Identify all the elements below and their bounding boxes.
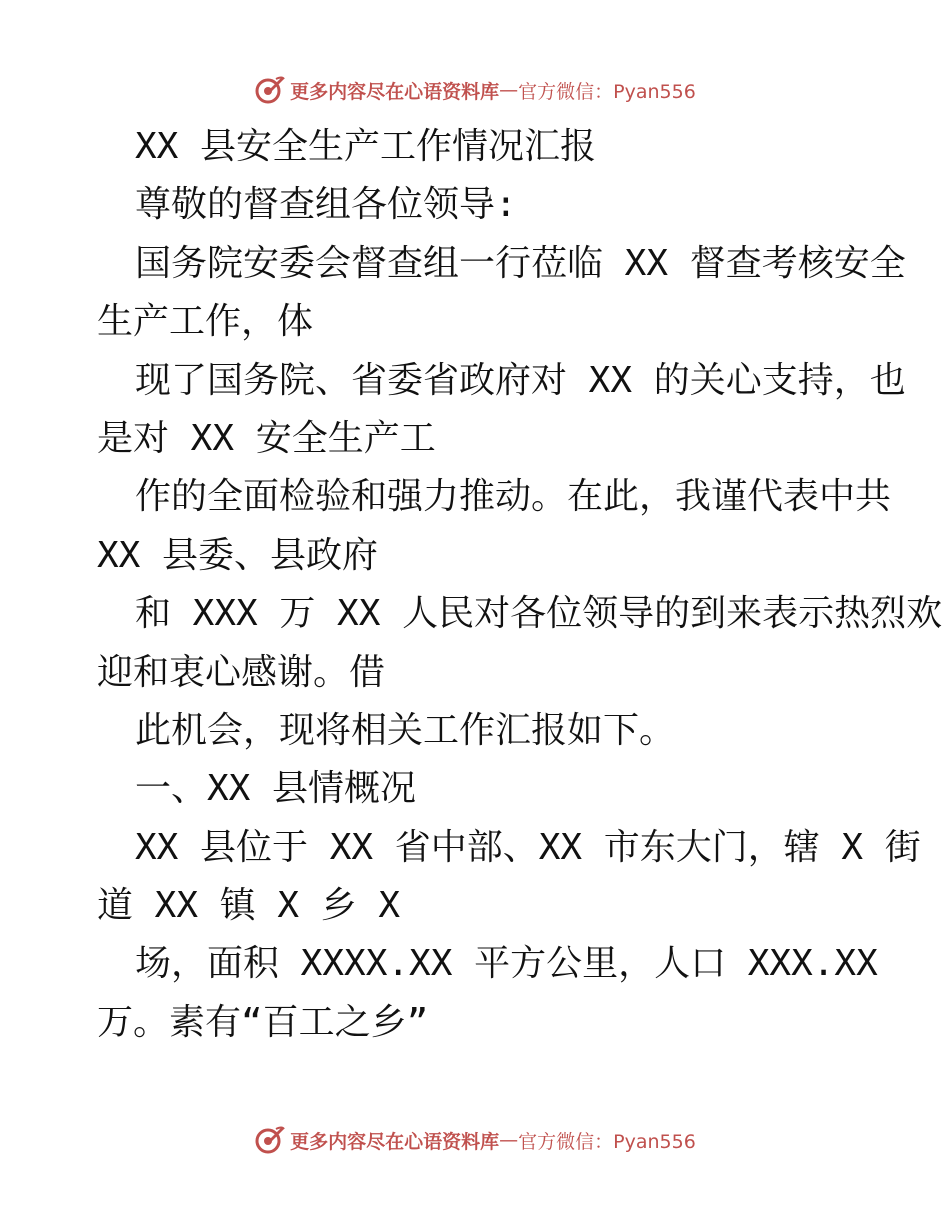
quill-logo-icon [254,74,286,106]
paragraph-line: 此机会，现将相关工作汇报如下。 [135,709,676,751]
paragraph-line: 作的全面检验和强力推动。在此，我谨代表中共 [135,476,892,518]
header-watermark [0,70,950,110]
watermark-site-text: 更多内容尽在心语资料库 [290,1130,500,1153]
paragraph-line: 现了国务院、省委省政府对 XX 的关心支持，也 [135,359,906,401]
paragraph-line: XX 县位于 XX 省中部、XX 市东大门，辖 X 街 [135,826,921,868]
document-body [97,118,943,1052]
paragraph-line: 和 XXX 万 XX 人民对各位领导的到来表示热烈欢 [135,593,943,635]
footer-watermark [0,1120,950,1160]
paragraph-line: 迎和衷心感谢。借 [97,651,386,693]
section-heading: 一、XX 县情概况 [135,768,417,810]
paragraph-line: 万。素有“百工之乡” [97,1001,429,1043]
watermark-wechat-text: 官方微信：Pyan556 [518,80,696,103]
watermark-separator: — [499,1129,519,1151]
watermark-wechat-text: 官方微信：Pyan556 [518,1130,696,1153]
salutation: 尊敬的督查组各位领导: [135,184,517,226]
document-title: XX 县安全生产工作情况汇报 [135,126,597,167]
paragraph-line: 国务院安委会督查组一行莅临 XX 督查考核安全 [135,242,906,284]
paragraph-line: 生产工作，体 [97,301,314,343]
paragraph-line: 场，面积 XXXX.XX 平方公里，人口 XXX.XX [135,943,878,985]
quill-logo-icon [254,1124,286,1156]
watermark-separator: — [499,79,519,101]
paragraph-line: 是对 XX 安全生产工 [97,417,436,459]
paragraph-line: 道 XX 镇 X 乡 X [97,885,401,927]
watermark-site-text: 更多内容尽在心语资料库 [290,80,500,103]
paragraph-line: XX 县委、县政府 [97,534,379,576]
